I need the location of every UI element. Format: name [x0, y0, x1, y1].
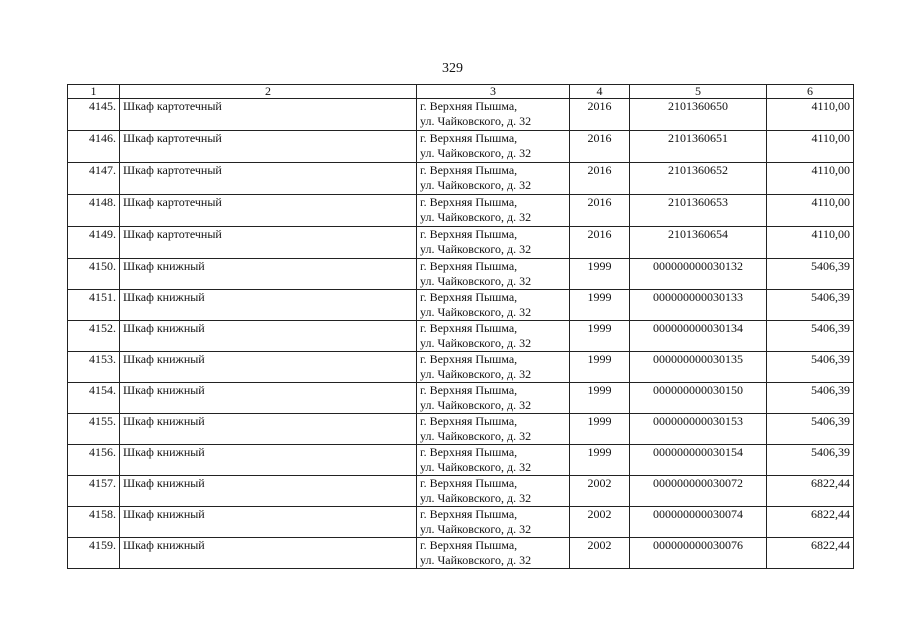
- address-line-street: ул. Чайковского, д. 32: [420, 178, 532, 192]
- item-name-cell: Шкаф картотечный: [120, 227, 417, 259]
- table-row: [68, 99, 854, 131]
- year-cell: 1999: [570, 383, 630, 414]
- row-number-cell: 4154.: [68, 383, 120, 414]
- inventory-code-cell: 2101360653: [630, 195, 767, 227]
- address-line-street: ул. Чайковского, д. 32: [420, 210, 532, 224]
- price-cell: 6822,44: [767, 476, 854, 507]
- page-number: 329: [442, 61, 463, 76]
- price-cell: 5406,39: [767, 321, 854, 352]
- year-cell: 1999: [570, 321, 630, 352]
- row-number-cell: 4157.: [68, 476, 120, 507]
- price-cell: 4110,00: [767, 163, 854, 195]
- inventory-code-cell: 000000000030072: [630, 476, 767, 507]
- inventory-code-cell: 000000000030074: [630, 507, 767, 538]
- address-line-city: г. Верхняя Пышма,: [420, 414, 518, 428]
- row-number-cell: 4150.: [68, 259, 120, 290]
- year-cell: 1999: [570, 259, 630, 290]
- item-name-cell: Шкаф картотечный: [120, 131, 417, 163]
- address-line-city: г. Верхняя Пышма,: [420, 476, 518, 490]
- address-line-city: г. Верхняя Пышма,: [420, 538, 518, 552]
- inventory-code-cell: 2101360650: [630, 99, 767, 131]
- item-name-cell: Шкаф книжный: [120, 476, 417, 507]
- row-number-cell: 4153.: [68, 352, 120, 383]
- column-header-5: 5: [630, 85, 767, 99]
- year-cell: 1999: [570, 445, 630, 476]
- table-row: [68, 538, 854, 569]
- address-line-city: г. Верхняя Пышма,: [420, 163, 518, 177]
- address-cell: [417, 195, 570, 227]
- header-row: [68, 85, 854, 99]
- address-cell: [417, 259, 570, 290]
- row-number-cell: 4151.: [68, 290, 120, 321]
- item-name-cell: Шкаф картотечный: [120, 195, 417, 227]
- table-row: [68, 507, 854, 538]
- column-header-2: 2: [120, 85, 417, 99]
- address-line-street: ул. Чайковского, д. 32: [420, 114, 532, 128]
- address-cell: [417, 290, 570, 321]
- row-number-cell: 4149.: [68, 227, 120, 259]
- address-line-street: ул. Чайковского, д. 32: [420, 398, 532, 412]
- table-row: [68, 445, 854, 476]
- row-number-cell: 4156.: [68, 445, 120, 476]
- address-cell: [417, 414, 570, 445]
- address-line-street: ул. Чайковского, д. 32: [420, 336, 532, 350]
- price-cell: 4110,00: [767, 99, 854, 131]
- item-name-cell: Шкаф книжный: [120, 445, 417, 476]
- row-number-cell: 4147.: [68, 163, 120, 195]
- price-cell: 6822,44: [767, 538, 854, 569]
- address-cell: [417, 476, 570, 507]
- year-cell: 2016: [570, 227, 630, 259]
- item-name-cell: Шкаф книжный: [120, 352, 417, 383]
- address-line-city: г. Верхняя Пышма,: [420, 383, 518, 397]
- column-header-4: 4: [570, 85, 630, 99]
- item-name-cell: Шкаф книжный: [120, 259, 417, 290]
- row-number-cell: 4145.: [68, 99, 120, 131]
- year-cell: 1999: [570, 414, 630, 445]
- address-cell: [417, 227, 570, 259]
- row-number-cell: 4152.: [68, 321, 120, 352]
- address-line-city: г. Верхняя Пышма,: [420, 259, 518, 273]
- inventory-code-cell: 000000000030153: [630, 414, 767, 445]
- price-cell: 5406,39: [767, 383, 854, 414]
- address-line-city: г. Верхняя Пышма,: [420, 321, 518, 335]
- item-name-cell: Шкаф книжный: [120, 507, 417, 538]
- row-number-cell: 4159.: [68, 538, 120, 569]
- table-row: [68, 352, 854, 383]
- address-line-street: ул. Чайковского, д. 32: [420, 553, 532, 567]
- price-cell: 5406,39: [767, 445, 854, 476]
- price-cell: 4110,00: [767, 131, 854, 163]
- price-cell: 4110,00: [767, 195, 854, 227]
- year-cell: 2002: [570, 507, 630, 538]
- inventory-code-cell: 000000000030154: [630, 445, 767, 476]
- address-line-street: ул. Чайковского, д. 32: [420, 460, 532, 474]
- address-line-street: ул. Чайковского, д. 32: [420, 146, 532, 160]
- item-name-cell: Шкаф картотечный: [120, 99, 417, 131]
- address-line-street: ул. Чайковского, д. 32: [420, 367, 532, 381]
- inventory-code-cell: 000000000030132: [630, 259, 767, 290]
- table-row: [68, 414, 854, 445]
- column-header-6: 6: [767, 85, 854, 99]
- table-row: [68, 195, 854, 227]
- address-cell: [417, 352, 570, 383]
- item-name-cell: Шкаф книжный: [120, 538, 417, 569]
- column-header-1: 1: [68, 85, 120, 99]
- year-cell: 2016: [570, 99, 630, 131]
- column-header-3: 3: [417, 85, 570, 99]
- table-row: [68, 383, 854, 414]
- year-cell: 2016: [570, 163, 630, 195]
- address-line-street: ул. Чайковского, д. 32: [420, 491, 532, 505]
- table-row: [68, 321, 854, 352]
- address-line-street: ул. Чайковского, д. 32: [420, 305, 532, 319]
- price-cell: 5406,39: [767, 259, 854, 290]
- inventory-code-cell: 2101360652: [630, 163, 767, 195]
- row-number-cell: 4146.: [68, 131, 120, 163]
- price-cell: 6822,44: [767, 507, 854, 538]
- address-line-city: г. Верхняя Пышма,: [420, 352, 518, 366]
- year-cell: 2002: [570, 476, 630, 507]
- item-name-cell: Шкаф книжный: [120, 321, 417, 352]
- year-cell: 2016: [570, 131, 630, 163]
- price-cell: 5406,39: [767, 414, 854, 445]
- item-name-cell: Шкаф книжный: [120, 414, 417, 445]
- year-cell: 1999: [570, 352, 630, 383]
- address-cell: [417, 163, 570, 195]
- inventory-code-cell: 2101360651: [630, 131, 767, 163]
- address-cell: [417, 99, 570, 131]
- address-cell: [417, 507, 570, 538]
- price-cell: 5406,39: [767, 290, 854, 321]
- table-row: [68, 290, 854, 321]
- item-name-cell: Шкаф книжный: [120, 290, 417, 321]
- inventory-code-cell: 000000000030134: [630, 321, 767, 352]
- address-line-city: г. Верхняя Пышма,: [420, 99, 518, 113]
- address-line-city: г. Верхняя Пышма,: [420, 445, 518, 459]
- item-name-cell: Шкаф книжный: [120, 383, 417, 414]
- address-cell: [417, 538, 570, 569]
- row-number-cell: 4148.: [68, 195, 120, 227]
- inventory-code-cell: 000000000030133: [630, 290, 767, 321]
- table-row: [68, 163, 854, 195]
- address-cell: [417, 383, 570, 414]
- table-row: [68, 476, 854, 507]
- inventory-table: [67, 84, 854, 569]
- price-cell: 5406,39: [767, 352, 854, 383]
- year-cell: 1999: [570, 290, 630, 321]
- inventory-code-cell: 000000000030076: [630, 538, 767, 569]
- item-name-cell: Шкаф картотечный: [120, 163, 417, 195]
- table-row: [68, 131, 854, 163]
- row-number-cell: 4158.: [68, 507, 120, 538]
- address-cell: [417, 321, 570, 352]
- inventory-code-cell: 2101360654: [630, 227, 767, 259]
- year-cell: 2016: [570, 195, 630, 227]
- address-line-street: ул. Чайковского, д. 32: [420, 242, 532, 256]
- table-row: [68, 227, 854, 259]
- address-line-city: г. Верхняя Пышма,: [420, 290, 518, 304]
- address-cell: [417, 131, 570, 163]
- inventory-code-cell: 000000000030135: [630, 352, 767, 383]
- address-line-street: ул. Чайковского, д. 32: [420, 274, 532, 288]
- inventory-code-cell: 000000000030150: [630, 383, 767, 414]
- address-line-city: г. Верхняя Пышма,: [420, 195, 518, 209]
- table-row: [68, 259, 854, 290]
- row-number-cell: 4155.: [68, 414, 120, 445]
- address-line-city: г. Верхняя Пышма,: [420, 131, 518, 145]
- address-line-street: ул. Чайковского, д. 32: [420, 429, 532, 443]
- year-cell: 2002: [570, 538, 630, 569]
- address-line-city: г. Верхняя Пышма,: [420, 507, 518, 521]
- price-cell: 4110,00: [767, 227, 854, 259]
- address-cell: [417, 445, 570, 476]
- address-line-city: г. Верхняя Пышма,: [420, 227, 518, 241]
- address-line-street: ул. Чайковского, д. 32: [420, 522, 532, 536]
